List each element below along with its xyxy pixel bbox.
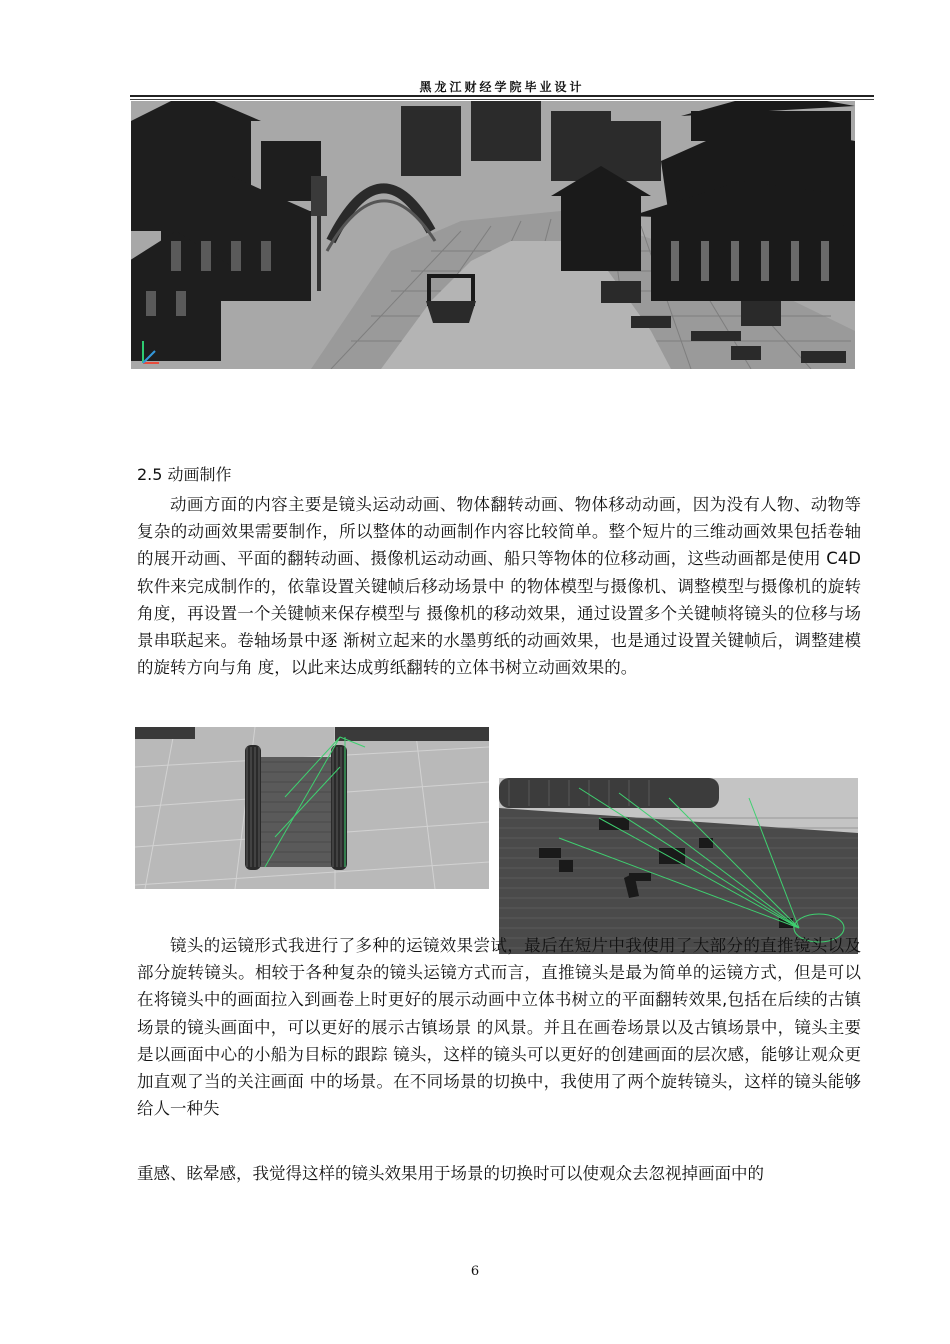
paragraph-camera-movement-continued: 重感、眩晕感，我觉得这样的镜头效果用于场景的切换时可以使观众去忽视掉画面中的 — [137, 1164, 764, 1183]
page-number: 6 — [470, 1264, 480, 1279]
scroll-model-figure — [135, 727, 489, 889]
papercut-figure — [499, 778, 858, 954]
town-scene-image — [131, 101, 855, 369]
town-scene-figure — [131, 101, 855, 369]
paragraph-animation-content: 动画方面的内容主要是镜头运动动画、物体翻转动画、物体移动动画，因为没有人物、动物等复杂的动画效果需要制作，所以整体的动画制作内容比较简单。整个短片的三维动画效果包括卷轴的展开动画、平面的翻转动画、摄像机运动动画、船只等物体的位移动画，这些动画都是使用 C4D 软件来完成制作的，依靠设置关键帧后移动场景中 的物体模型与摄像机、调整模型与摄像机的旋转角度，再设置一个关键帧来保存模型与 摄像机的移动效果，通过设置多个关键帧将镜头的位移与场景串联起来。卷轴场景中逐 渐树立起来的水墨剪纸的动画效果，也是通过设置关键帧后，调整建模的旋转方向与角 度，以此来达成剪纸翻转的立体书树立动画效果的。 — [137, 495, 861, 678]
paragraph-camera-movement: 镜头的运镜形式我进行了多种的运镜效果尝试，最后在短片中我使用了大部分的直推镜头以及部分旋转镜头。相较于各种复杂的镜头运镜方式而言，直推镜头是最为简单的运镜方式，但是可以在将镜头中的画面拉入到画卷上时更好的展示动画中立体书树立的平面翻转效果,包括在后续的古镇场景的镜头画面中，可以更好的展示古镇场景 的风景。并且在画卷场景以及古镇场景中，镜头主要是以画面中心的小船为目标的跟踪 镜头，这样的镜头可以更好的创建画面的层次感，能够让观众更加直观了当的关注画面 中的场景。在不同场景的切换中，我使用了两个旋转镜头，这样的镜头能够给人一种失 — [137, 936, 861, 1119]
running-header: 黑龙江财经学院毕业设计 — [419, 80, 585, 94]
header-rule-thin — [130, 99, 874, 100]
header-rule — [130, 95, 874, 97]
scroll-model-image — [135, 727, 489, 889]
section-heading: 2.5 动画制作 — [137, 465, 232, 484]
papercut-image — [499, 778, 858, 954]
